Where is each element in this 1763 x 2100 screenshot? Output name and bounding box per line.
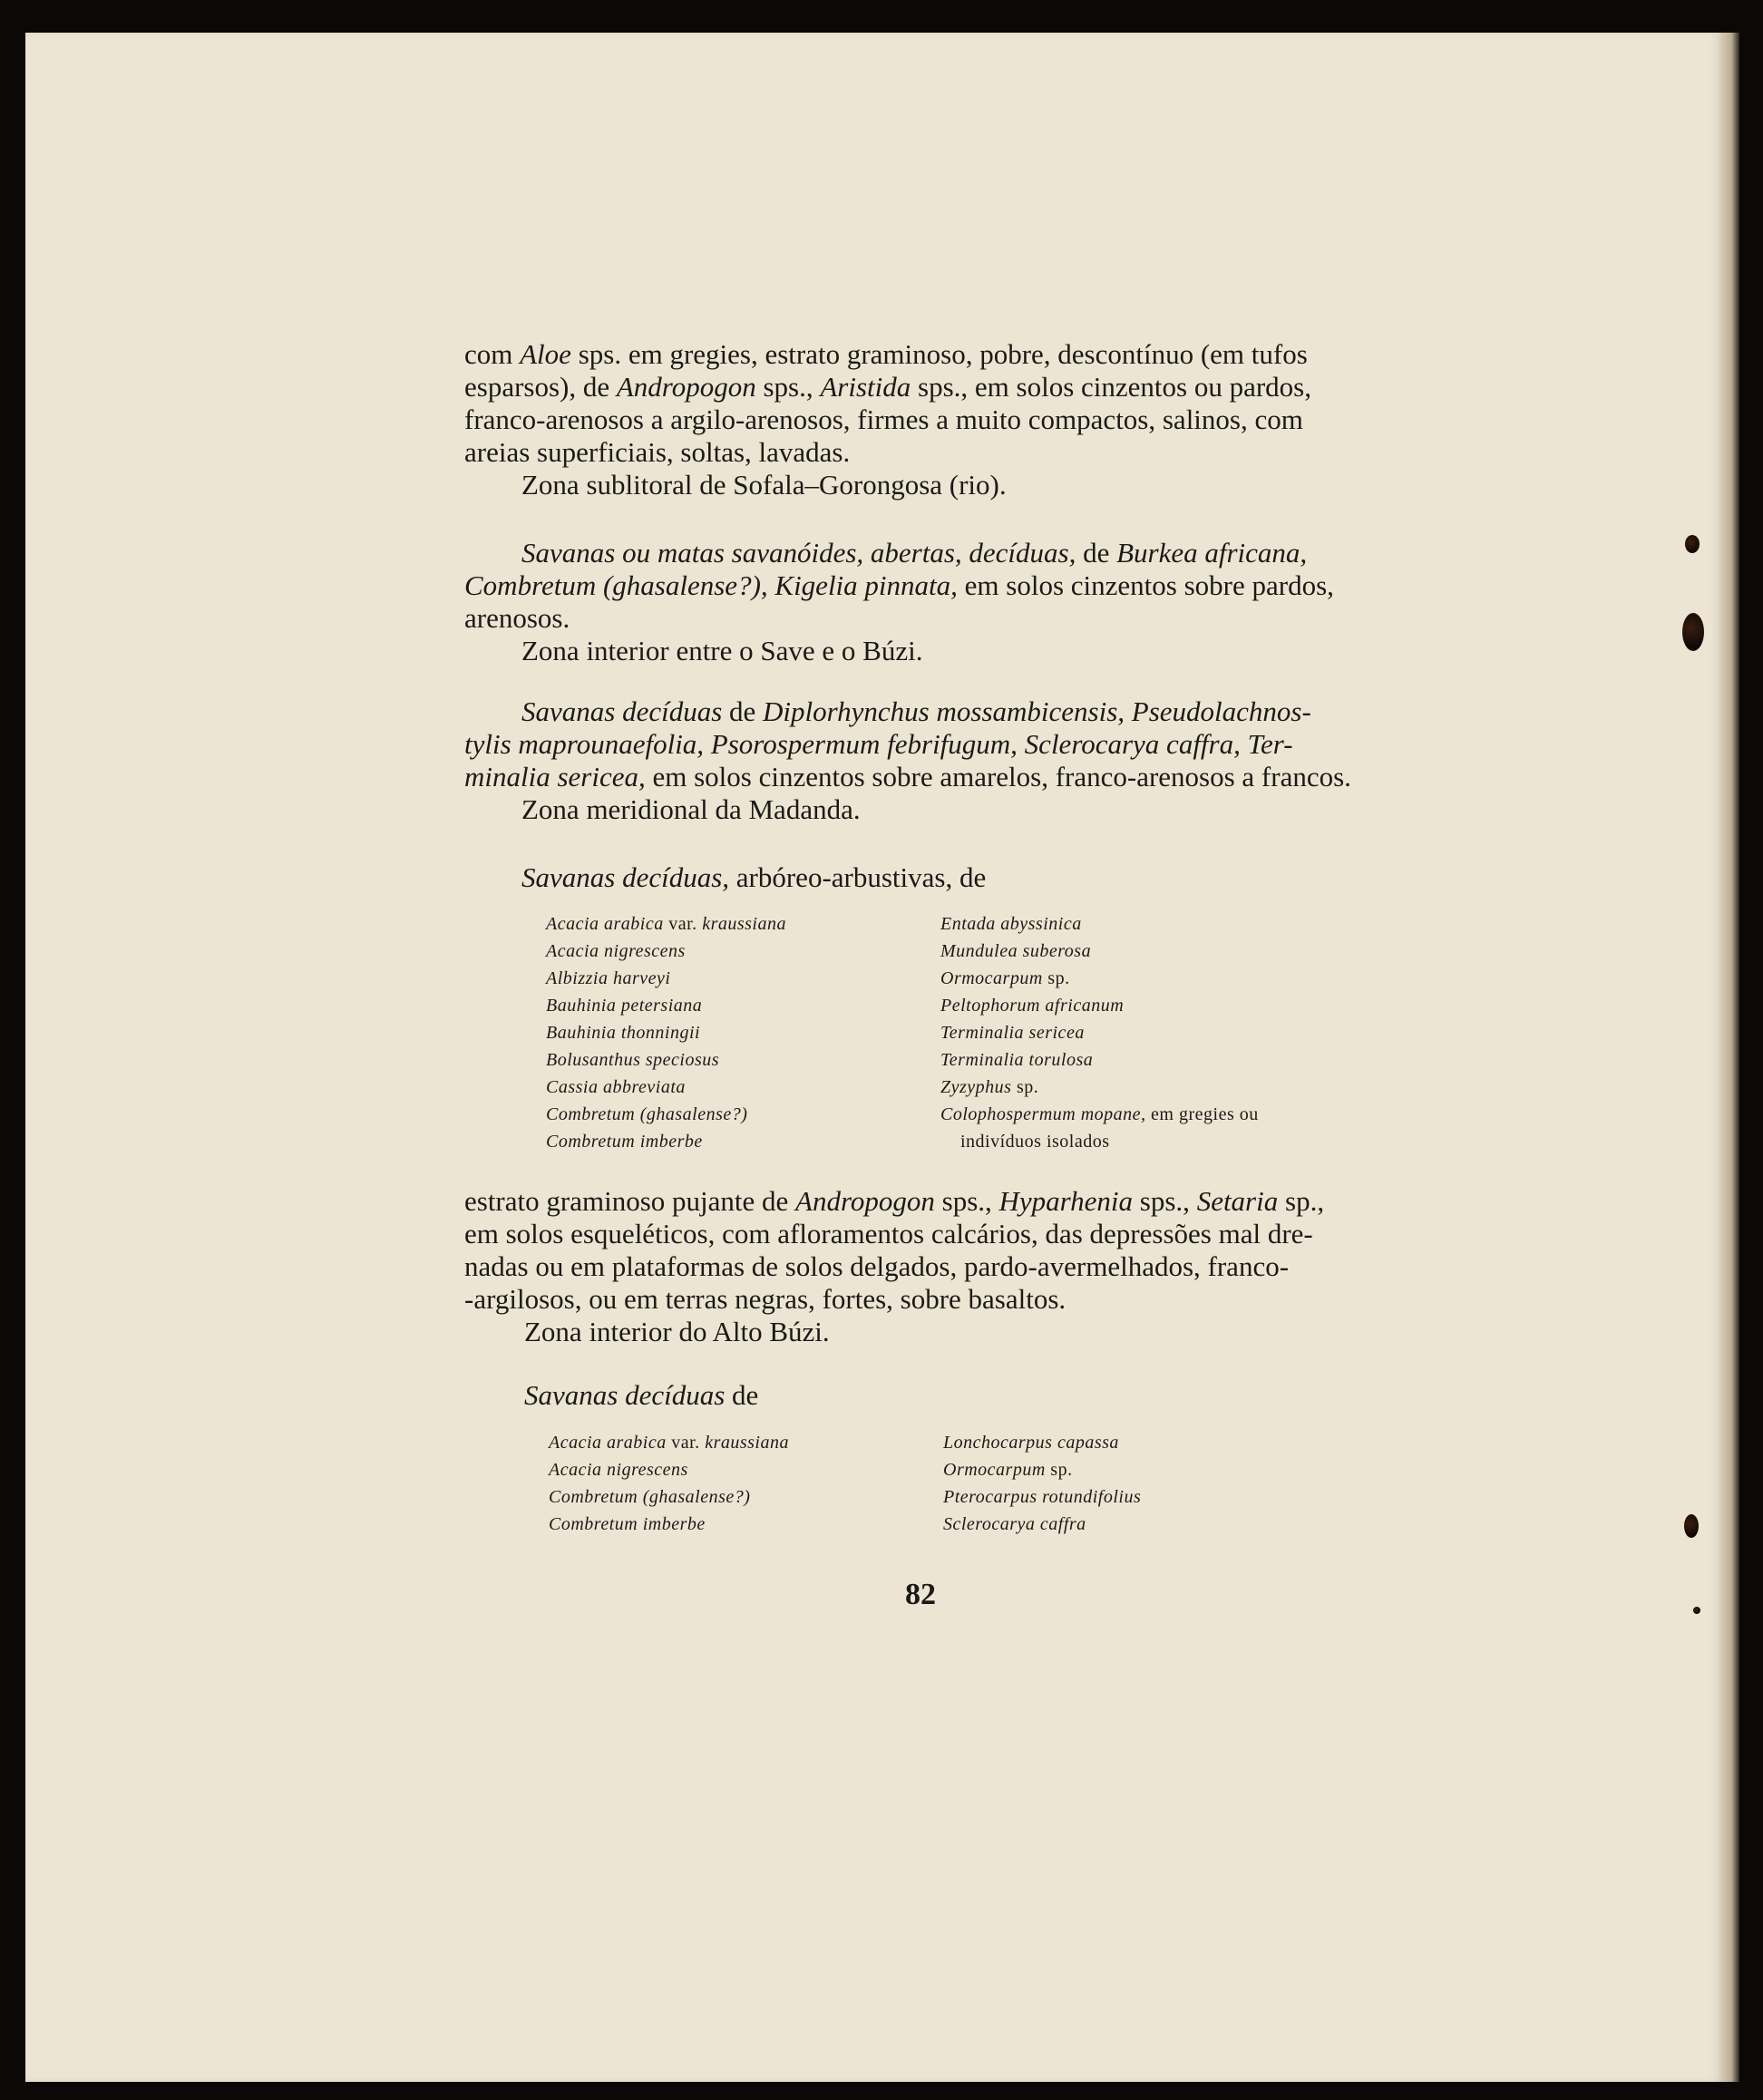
species-list-2-left: [549, 1429, 789, 1538]
species-item: Acacia nigrescens: [549, 1460, 688, 1480]
species-item: Bolusanthus speciosus: [546, 1050, 720, 1070]
paragraph-3-line-2: tylis maprounaefolia, Psorospermum febrifugum, Sclerocarya caffra, Ter-: [464, 728, 1293, 760]
paragraph-5-line-4: -argilosos, ou em terras negras, fortes, sobre basaltos.: [464, 1283, 1067, 1315]
zone-label-2: Zona interior entre o Save e o Búzi.: [521, 635, 923, 666]
paragraph-3-line-1: Savanas decíduas de Diplorhynchus mossambicensis, Pseudolachnos-: [521, 695, 1311, 727]
species-item: Combretum imberbe: [546, 1132, 703, 1152]
species-item: Combretum (ghasalense?): [546, 1104, 748, 1124]
species-list-1-left: [546, 910, 786, 1155]
species-item: Mundulea suberosa: [940, 941, 1092, 961]
species-list-2-intro: Savanas decíduas de: [524, 1379, 759, 1411]
species-item: Lonchocarpus capassa: [943, 1433, 1119, 1453]
species-item: Terminalia sericea: [940, 1023, 1085, 1043]
species-list-2-right: [943, 1429, 1141, 1538]
species-item: Pterocarpus rotundifolius: [943, 1487, 1142, 1507]
species-item: Peltophorum africanum: [940, 996, 1125, 1016]
species-item: Combretum imberbe: [549, 1514, 706, 1534]
species-item: Bauhinia petersiana: [546, 996, 703, 1016]
species-item: Acacia arabica var. kraussiana: [549, 1433, 789, 1453]
species-item: Colophospermum mopane, em gregies ou: [940, 1104, 1259, 1124]
paragraph-1-line-3: franco-arenosos a argilo-arenosos, firmes a muito compactos, salinos, com: [464, 403, 1303, 435]
species-item: Bauhinia thonningii: [546, 1023, 701, 1043]
paragraph-2-line-3: arenosos.: [464, 602, 570, 634]
species-list-1-right: [940, 910, 1259, 1155]
paragraph-1-line-4: areias superficiais, soltas, lavadas.: [464, 436, 851, 468]
paragraph-1-line-1: com Aloe sps. em gregies, estrato graminoso, pobre, descontínuo (em tufos: [464, 338, 1308, 370]
species-item: indivíduos isolados: [960, 1132, 1110, 1152]
species-item: Albizzia harveyi: [546, 968, 671, 988]
page-number: 82: [905, 1578, 936, 1611]
paragraph-5-line-2: em solos esqueléticos, com afloramentos calcários, das depressões mal dre-: [464, 1218, 1313, 1249]
species-item: Ormocarpum sp.: [940, 968, 1070, 988]
species-item: Acacia arabica var. kraussiana: [546, 914, 786, 934]
species-item: Entada abyssinica: [940, 914, 1082, 934]
species-item: Ormocarpum sp.: [943, 1460, 1073, 1480]
species-item: Sclerocarya caffra: [943, 1514, 1086, 1534]
paragraph-5-line-3: nadas ou em plataformas de solos delgados, pardo-avermelhados, franco-: [464, 1250, 1290, 1282]
zone-label-3: Zona meridional da Madanda.: [521, 793, 861, 825]
paragraph-5-line-1: estrato graminoso pujante de Andropogon sps., Hyparhenia sps., Setaria sp.,: [464, 1185, 1325, 1217]
species-item: Terminalia torulosa: [940, 1050, 1094, 1070]
zone-label-1: Zona sublitoral de Sofala–Gorongosa (rio).: [521, 469, 1007, 501]
species-item: Cassia abbreviata: [546, 1077, 686, 1097]
paragraph-3-line-3: minalia sericea, em solos cinzentos sobre amarelos, franco-arenosos a francos.: [464, 761, 1351, 792]
paragraph-1-line-2: esparsos), de Andropogon sps., Aristida sps., em solos cinzentos ou pardos,: [464, 371, 1311, 403]
species-list-1-intro: Savanas decíduas, arbóreo-arbustivas, de: [521, 861, 987, 893]
species-item: Acacia nigrescens: [546, 941, 686, 961]
species-item: Combretum (ghasalense?): [549, 1487, 751, 1507]
species-item: Zyzyphus sp.: [940, 1077, 1039, 1097]
paragraph-2-line-1: Savanas ou matas savanóides, abertas, decíduas, de Burkea africana,: [521, 537, 1308, 569]
zone-label-5: Zona interior do Alto Búzi.: [524, 1316, 830, 1347]
paragraph-2-line-2: Combretum (ghasalense?), Kigelia pinnata, em solos cinzentos sobre pardos,: [464, 569, 1334, 601]
